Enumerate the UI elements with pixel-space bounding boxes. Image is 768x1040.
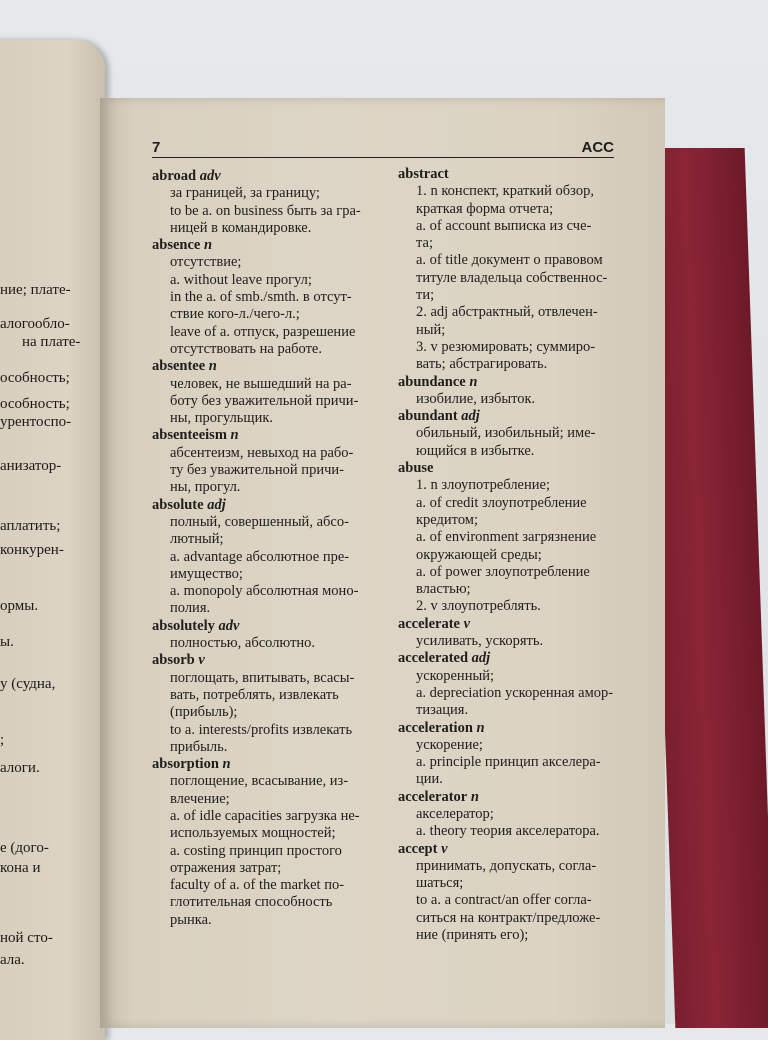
- definition-line: властью;: [416, 581, 471, 598]
- definition-line: полностью, абсолютно.: [170, 635, 316, 652]
- definition-line: to be a. on business быть за гра-: [170, 202, 361, 219]
- definition-line: вать, потреблять, извлекать: [170, 686, 339, 703]
- definition-line: используемых мощностей;: [170, 825, 336, 842]
- entry-headword: [398, 789, 670, 806]
- definition-line: боту без уважительной причи-: [170, 392, 359, 409]
- definition-line: поглощать, впитывать, всасы-: [170, 669, 355, 686]
- definition-line: a. monopoly абсолютная моно-: [170, 583, 359, 600]
- headword-text: absorption: [152, 756, 219, 773]
- definition-line: тизация.: [416, 702, 469, 719]
- left-page-text-fragment: кона и: [0, 860, 41, 876]
- left-page-text-fragment: у (судна,: [0, 676, 56, 692]
- part-of-speech: n: [472, 719, 485, 736]
- left-page-text-fragment: аплатить;: [0, 518, 61, 534]
- headword-text: abroad: [152, 168, 197, 184]
- part-of-speech: adj: [203, 496, 226, 513]
- left-page-text-fragment: анизатор-: [0, 458, 62, 474]
- definition-line: in the a. of smb./smth. в отсут-: [170, 289, 352, 306]
- definition-line: to a. a contract/an offer согла-: [416, 892, 592, 909]
- definition-line: 2. v злоупотреблять.: [416, 598, 541, 615]
- definition-line: 1. n конспект, краткий обзор,: [416, 183, 594, 200]
- entry-headword: [398, 408, 670, 425]
- entry-headword: [152, 652, 384, 669]
- entry-headword: [398, 166, 670, 183]
- definition-line: 3. v резюмировать; суммиро-: [416, 338, 596, 355]
- left-page-text-fragment: урентоспо-: [0, 414, 72, 430]
- entry-headword: [398, 841, 670, 858]
- page-number: 7: [152, 139, 161, 156]
- definition-line: ции.: [416, 771, 443, 788]
- definition-line: изобилие, избыток.: [416, 390, 536, 407]
- definition-line: a. principle принцип акселера-: [416, 754, 601, 771]
- entry-headword: [398, 460, 670, 477]
- headword-text: absenteeism: [152, 427, 227, 444]
- left-page: [0, 40, 105, 1040]
- left-page-text-fragment: ы.: [0, 634, 14, 650]
- left-page-text-fragment: особность;: [0, 370, 70, 386]
- part-of-speech: n: [218, 756, 231, 773]
- page-header: [152, 139, 614, 158]
- definition-line: a. of idle capacities загрузка не-: [170, 807, 360, 824]
- part-of-speech: n: [467, 788, 479, 805]
- left-page-text-fragment: на плате-: [22, 334, 81, 350]
- entry-headword: [398, 720, 670, 737]
- part-of-speech: v: [437, 840, 448, 857]
- definition-line: та;: [416, 235, 433, 252]
- definition-line: отражения затрат;: [170, 859, 282, 876]
- part-of-speech: v: [459, 615, 471, 632]
- headword-text: absence: [152, 237, 201, 254]
- definition-line: вать; абстрагировать.: [416, 356, 548, 373]
- headword-text: abundance: [398, 373, 466, 390]
- definition-line: (прибыль);: [170, 704, 238, 721]
- part-of-speech: v: [194, 652, 205, 669]
- headword-text: absolute: [152, 496, 204, 513]
- headword-text: abundant: [398, 408, 458, 425]
- definition-line: титуле владельца собственнос-: [416, 269, 608, 286]
- entry-headword: [152, 497, 384, 514]
- headword-text: absorb: [152, 652, 195, 669]
- definition-line: 2. adj абстрактный, отвлечен-: [416, 304, 598, 321]
- definition-line: окружающей среды;: [416, 546, 542, 563]
- definition-line: лютный;: [170, 531, 224, 548]
- headword-text: absolutely: [152, 617, 215, 634]
- left-page-text-fragment: ной сто-: [0, 930, 53, 946]
- definition-line: глотительная способность: [170, 894, 333, 911]
- definition-line: ницей в командировке.: [170, 219, 312, 236]
- definition-line: принимать, допускать, согла-: [416, 857, 597, 874]
- definition-line: ствие кого-л./чего-л.;: [170, 306, 300, 323]
- headword-text: accelerator: [398, 788, 468, 805]
- definition-line: 1. n злоупотребление;: [416, 477, 550, 494]
- part-of-speech: adj: [468, 650, 491, 667]
- definition-line: отсутствовать на работе.: [170, 340, 322, 357]
- definition-line: ускоренный;: [416, 667, 494, 684]
- entry-headword: [398, 650, 670, 667]
- definition-line: ту без уважительной причи-: [170, 462, 344, 479]
- definition-line: a. costing принцип простого: [170, 842, 342, 859]
- part-of-speech: n: [226, 427, 239, 444]
- definition-line: ситься на контракт/предложе-: [416, 909, 601, 926]
- definition-line: усиливать, ускорять.: [416, 633, 544, 650]
- left-page-text-fragment: особность;: [0, 396, 70, 412]
- definition-line: ти;: [416, 287, 435, 304]
- definition-line: a. of account выписка из сче-: [416, 217, 592, 234]
- definition-line: a. of environment загрязнение: [416, 529, 597, 546]
- guide-word: ACC: [581, 139, 614, 156]
- entry-headword: [152, 618, 384, 635]
- entry-headword: [152, 427, 384, 444]
- definition-line: абсентеизм, невыход на рабо-: [170, 444, 354, 461]
- definition-line: краткая форма отчета;: [416, 200, 554, 217]
- definition-line: рынка.: [170, 911, 212, 928]
- headword-text: absentee: [152, 358, 206, 375]
- headword-text: accept: [398, 840, 438, 857]
- part-of-speech: n: [200, 237, 213, 254]
- left-page-text-fragment: конкурен-: [0, 542, 64, 558]
- entry-headword: [152, 756, 384, 773]
- definition-line: a. advantage абсолютное пре-: [170, 548, 350, 565]
- definition-line: ны, прогул.: [170, 479, 241, 496]
- left-page-text-fragment: е (дого-: [0, 840, 49, 856]
- definition-line: прибыль.: [170, 738, 228, 755]
- left-page-text-fragment: ала.: [0, 952, 25, 968]
- definition-line: to a. interests/profits извлекать: [170, 721, 353, 738]
- definition-line: faculty of a. of the market по-: [170, 877, 345, 894]
- definition-line: человек, не вышедший на ра-: [170, 375, 352, 392]
- entry-headword: [152, 168, 384, 185]
- headword-text: accelerate: [398, 615, 460, 632]
- definition-line: отсутствие;: [170, 254, 242, 271]
- definition-line: поглощение, всасывание, из-: [170, 773, 349, 790]
- definition-line: обильный, изобильный; име-: [416, 425, 596, 442]
- left-page-text-fragment: алогообло-: [0, 316, 70, 332]
- definition-line: a. of title документ о правовом: [416, 252, 603, 269]
- headword-text: abstract: [398, 166, 449, 182]
- definition-line: ние (принять его);: [416, 927, 529, 944]
- definition-line: ющийся в избытке.: [416, 442, 535, 459]
- definition-line: полия.: [170, 600, 211, 617]
- entry-headword: [398, 374, 670, 391]
- definition-line: акселератор;: [416, 805, 494, 822]
- part-of-speech: adv: [196, 168, 221, 184]
- definition-line: a. of credit злоупотребление: [416, 494, 587, 511]
- headword-text: abuse: [398, 460, 434, 477]
- part-of-speech: n: [205, 358, 217, 375]
- left-page-text-fragment: ние; плате-: [0, 282, 71, 298]
- left-page-text-fragment: ормы.: [0, 598, 39, 614]
- definition-line: влечение;: [170, 790, 230, 807]
- part-of-speech: adj: [457, 408, 480, 425]
- headword-text: accelerated: [398, 650, 469, 667]
- definition-line: шаться;: [416, 875, 464, 892]
- definition-line: ный;: [416, 321, 446, 338]
- definition-line: a. of power злоупотребление: [416, 563, 590, 580]
- definition-line: полный, совершенный, абсо-: [170, 513, 349, 530]
- definition-line: имущество;: [170, 565, 243, 582]
- definition-line: a. depreciation ускоренная амор-: [416, 684, 614, 701]
- definition-line: leave of a. отпуск, разрешение: [170, 323, 356, 340]
- definition-line: a. without leave прогул;: [170, 271, 312, 288]
- entry-headword: [152, 237, 384, 254]
- definition-line: a. theory теория акселератора.: [416, 823, 600, 840]
- entry-headword: [152, 358, 384, 375]
- dictionary-column-1: [152, 168, 384, 929]
- definition-line: за границей, за границу;: [170, 185, 320, 202]
- definition-line: ны, прогульщик.: [170, 410, 274, 427]
- definition-line: ускорение;: [416, 736, 483, 753]
- part-of-speech: adv: [214, 617, 240, 634]
- left-page-text-fragment: алоги.: [0, 760, 40, 776]
- dictionary-column-2: [398, 166, 670, 944]
- entry-headword: [398, 616, 670, 633]
- headword-text: acceleration: [398, 719, 473, 736]
- left-page-text-fragment: ;: [0, 732, 5, 748]
- part-of-speech: n: [465, 373, 478, 390]
- definition-line: кредитом;: [416, 511, 479, 528]
